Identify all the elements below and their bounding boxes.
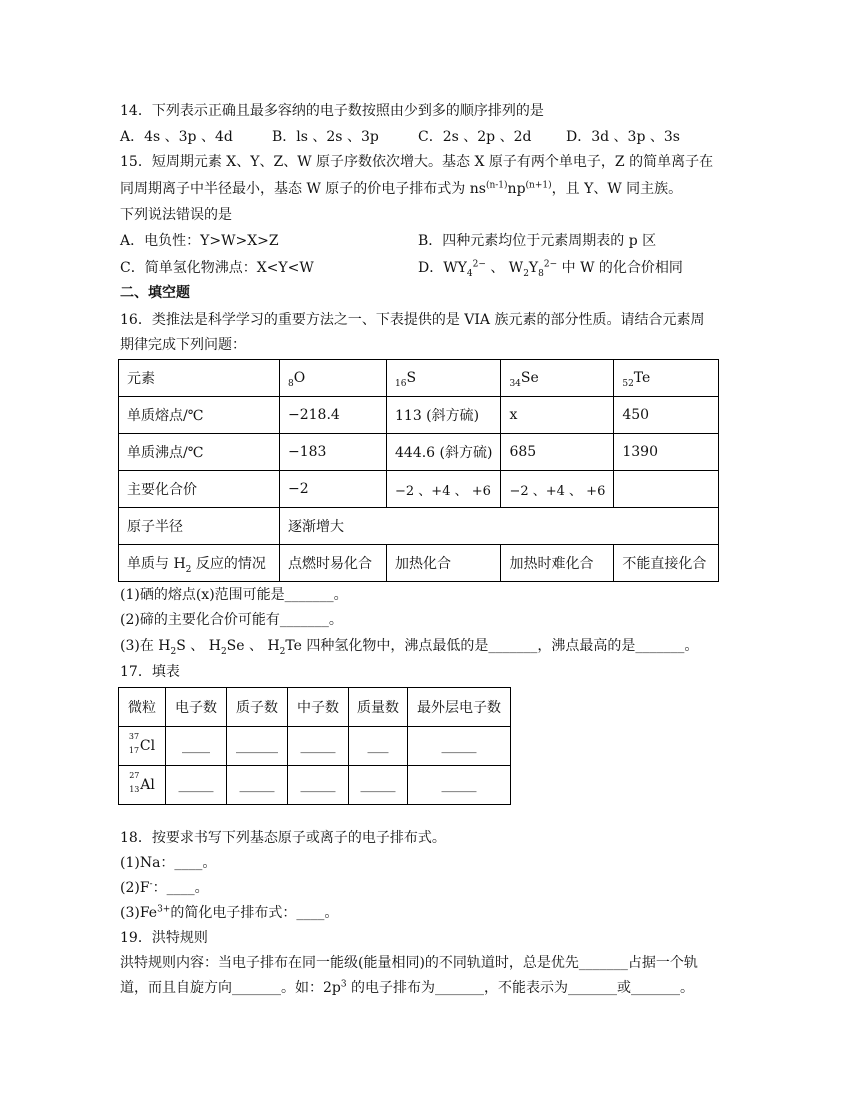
q17-table: [118, 687, 511, 805]
table-cell: x: [501, 397, 614, 434]
q15-option-c: C．简单氢化物沸点：X<Y<W: [120, 260, 314, 276]
q16-sub2: (2)碲的主要化合价可能有_______。: [120, 612, 343, 628]
table-cell: 加热化合: [387, 545, 501, 582]
blank-cell: _____: [408, 766, 511, 805]
blank-cell: ______: [227, 727, 288, 766]
table-cell: 逐渐增大: [280, 508, 719, 545]
table-header-cell: 元素: [119, 360, 280, 397]
q18-sub2: (2)F-：____。: [120, 879, 209, 896]
q15-line2: 同周期离子中半径最小，基态 W 原子的价电子排布式为 $ns^{(n-1)}np^{(n+1)}$，且 Y、W 同主族。: [120, 180, 683, 197]
table-cell: −183: [280, 434, 387, 471]
q16-line2: 期律完成下列问题：: [120, 337, 246, 353]
q16-table: [118, 359, 719, 582]
table-cell: 不能直接化合: [614, 545, 719, 582]
table-row: [119, 397, 719, 434]
blank-cell: _____: [288, 727, 349, 766]
table-cell: 444.6 (斜方硫): [387, 434, 501, 471]
q14-option-b: B．ls 、2s 、3p: [272, 129, 379, 145]
row-label: 单质熔点/℃: [119, 397, 280, 434]
q14-option-c: C．2s 、2p 、2d: [418, 129, 532, 145]
q19-title: 19．洪特规则: [120, 930, 208, 946]
q15-option-b: B．四种元素均位于元素周期表的 p 区: [418, 233, 657, 249]
table-header-cell: 中子数: [288, 688, 349, 727]
row-label: 主要化合价: [119, 471, 280, 508]
table-cell: 1390: [614, 434, 719, 471]
q19-line1: 洪特规则内容：当电子排布在同一能级(能量相同)的不同轨道时，总是优先_______占据一个轨: [120, 955, 698, 971]
table-cell: −218.4: [280, 397, 387, 434]
table-row: [119, 471, 719, 508]
q14-option-d: D．3d 、3p 、3s: [566, 129, 680, 145]
table-cell: −2 、+4 、 +6: [387, 471, 501, 508]
row-label: 原子半径: [119, 508, 280, 545]
element-cell: $_{52}$Te: [614, 360, 719, 397]
blank-cell: ___: [349, 727, 408, 766]
table-cell: 加热时难化合: [501, 545, 614, 582]
q16-sub1: (1)硒的熔点(x)范围可能是_______。: [120, 587, 348, 603]
nuclide-cell: 37 17 Cl: [119, 727, 166, 766]
blank-cell: _____: [227, 766, 288, 805]
element-cell: $_{34}$Se: [501, 360, 614, 397]
row-label: 单质与 $H_2$ 反应的情况: [119, 545, 280, 582]
q16-line1: 16．类推法是科学学习的重要方法之一、下表提供的是 VIA 族元素的部分性质。请结合元素周: [120, 312, 705, 328]
table-cell: 点燃时易化合: [280, 545, 387, 582]
blank-cell: ____: [166, 727, 227, 766]
q19-line2: 道，而且自旋方向_______。如：$2p^3$ 的电子排布为_______，不能表示为_______或_______。: [120, 979, 695, 996]
table-row: [119, 545, 719, 582]
table-row: [119, 766, 511, 805]
q14-stem: 14．下列表示正确且最多容纳的电子数按照由少到多的顺序排列的是: [120, 103, 544, 119]
table-cell: 113 (斜方硫): [387, 397, 501, 434]
blank-cell: _____: [349, 766, 408, 805]
table-row: [119, 727, 511, 766]
q18-stem: 18．按要求书写下列基态原子或离子的电子排布式。: [120, 830, 446, 846]
element-cell: $_8$O: [280, 360, 387, 397]
table-cell: −2: [280, 471, 387, 508]
section-heading: 二、填空题: [120, 285, 190, 301]
q17-title: 17．填表: [120, 664, 180, 680]
table-cell: 685: [501, 434, 614, 471]
q16-sub3: (3)在 $H_2S$ 、 $H_2Se$ 、 $H_2Te$ 四种氢化物中，沸点最低的是_______，沸点最高的是_______。: [120, 638, 699, 657]
table-header-cell: 电子数: [166, 688, 227, 727]
q15-option-d: D．$WY_4^{2-}$ 、 $W_2Y_8^{2-}$ 中 W 的化合价相同: [418, 259, 683, 279]
table-cell: 450: [614, 397, 719, 434]
q14-option-a: A．4s 、3p 、4d: [120, 129, 233, 145]
q18-sub3: $(3)Fe^{3+}$的简化电子排布式：____。: [120, 904, 339, 921]
table-header-cell: 最外层电子数: [408, 688, 511, 727]
row-label: 单质沸点/℃: [119, 434, 280, 471]
table-cell: [614, 471, 719, 508]
q15-option-a: A．电负性：Y>W>X>Z: [120, 233, 279, 249]
q15-line3: 下列说法错误的是: [120, 207, 232, 223]
table-row: [119, 688, 511, 727]
blank-cell: _____: [166, 766, 227, 805]
table-header-cell: 质量数: [349, 688, 408, 727]
table-row: [119, 360, 719, 397]
element-cell: $_{16}$S: [387, 360, 501, 397]
blank-cell: _____: [408, 727, 511, 766]
table-row: [119, 508, 719, 545]
q15-line1: 15．短周期元素 X、Y、Z、W 原子序数依次增大。基态 X 原子有两个单电子，Z 的简单离子在: [120, 154, 714, 170]
blank-cell: _____: [288, 766, 349, 805]
table-row: [119, 434, 719, 471]
table-header-cell: 质子数: [227, 688, 288, 727]
table-cell: −2 、+4 、 +6: [501, 471, 614, 508]
q18-sub1: (1)Na：____。: [120, 855, 217, 871]
nuclide-cell: 27 13 Al: [119, 766, 166, 805]
table-header-cell: 微粒: [119, 688, 166, 727]
